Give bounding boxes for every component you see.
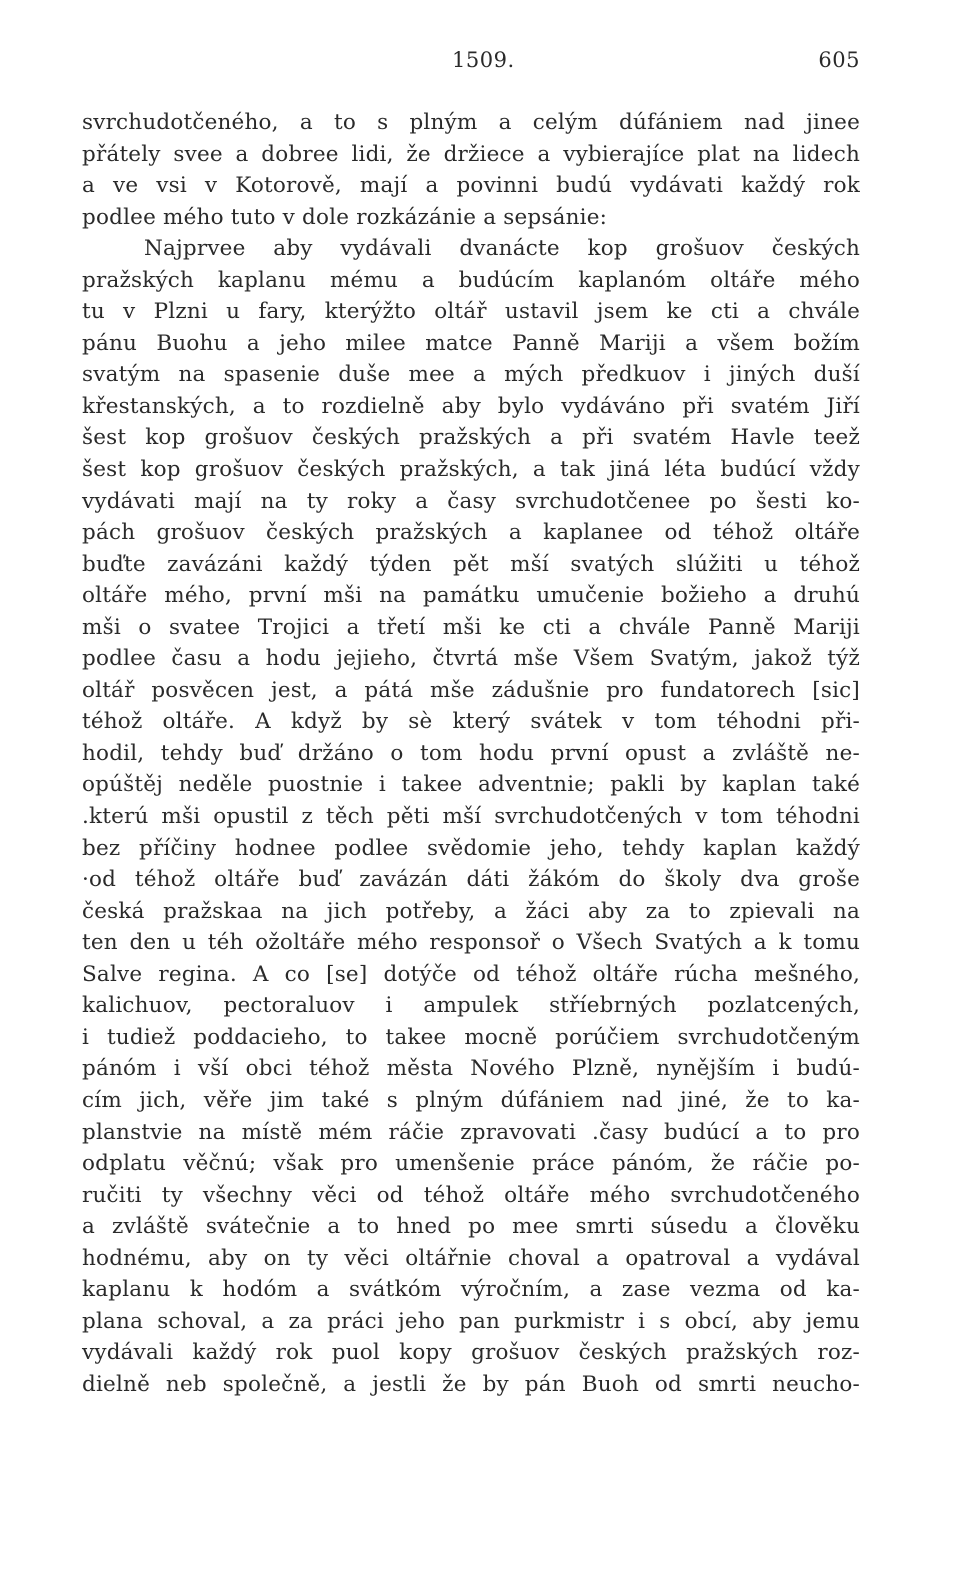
text-line: pražských kaplanu mému a budúcím kaplanóm oltáře mého bbox=[82, 267, 860, 293]
text-line: opúštěj neděle puostnie i takee adventnie; pakli by kaplan také bbox=[82, 772, 860, 798]
text-line: plana schoval, a za práci jeho pan purkmistr i s obcí, aby jemu bbox=[82, 1308, 860, 1334]
text-line: pách grošuov českých pražských a kaplanee od téhož oltáře bbox=[82, 520, 860, 546]
text-line: ·od téhož oltáře buď zavázán dáti žákóm do školy dva groše bbox=[82, 867, 860, 893]
text-line: svrchudotčeného, a to s plným a celým dúfániem nad jinee bbox=[82, 110, 860, 135]
text-line: oltář posvěcen jest, a pátá mše zádušnie pro fundatorech [sic] bbox=[82, 677, 860, 703]
text-line: mši o svatee Trojici a třetí mši ke cti a chvále Panně Mariji bbox=[82, 614, 860, 640]
text-line: křestanských, a to rozdielně aby bylo vydáváno při svatém Jiří bbox=[82, 393, 860, 419]
text-line: Salve regina. A co [se] dotýče od téhož oltáře rúcha mešného, bbox=[82, 961, 860, 987]
text-line: pánu Buohu a jeho milee matce Panně Mariji a všem božím bbox=[82, 330, 860, 356]
text-line: téhož oltáře. A když by sè který svátek v tom téhodni při- bbox=[82, 709, 860, 735]
text-line: svatým na spasenie duše mee a mých předkuov i jiných duší bbox=[82, 362, 860, 388]
text-line: vydávati mají na ty roky a časy svrchudotčenee po šesti ko- bbox=[82, 488, 860, 514]
text-line: šest kop grošuov českých pražských a při svatém Havle teež bbox=[82, 425, 860, 451]
text-line: přátely svee a dobree lidi, že držiece a vybierajíce plat na lidech bbox=[82, 141, 860, 167]
text-line: bez příčiny hodnee podlee svědomie jeho, tehdy kaplan každý bbox=[82, 835, 860, 861]
text-line: cím jich, věře jim také s plným dúfániem nad jiné, že to ka- bbox=[82, 1087, 860, 1113]
page-header bbox=[0, 48, 960, 78]
text-line: ten den u téh ožoltáře mého responsoř o Všech Svatých a k tomu bbox=[82, 930, 860, 956]
text-line: kaplanu k hodóm a svátkóm výročním, a zase vezma od ka- bbox=[82, 1277, 860, 1303]
text-line: a zvláště svátečnie a to hned po mee smrti súsedu a člověku bbox=[82, 1214, 860, 1240]
text-line: a ve vsi v Kotorově, mají a povinni budú vydávati každý rok bbox=[82, 173, 860, 199]
text-line: i tudiež poddacieho, to takee mocně porúčiem svrchudotčeným bbox=[82, 1024, 860, 1050]
header-year: 1509. bbox=[452, 48, 515, 72]
text-line: buďte zavázáni každý týden pět mší svatých slúžiti u téhož bbox=[82, 551, 860, 577]
text-line: kalichuov, pectoraluov i ampulek stříebrných pozlatcených, bbox=[82, 993, 860, 1019]
text-line: hodil, tehdy buď držáno o tom hodu první opust a zvláště ne- bbox=[82, 740, 860, 766]
text-line: česká pražskaa na jich potřeby, a žáci aby za to zpievali na bbox=[82, 898, 860, 924]
text-line: vydávali každý rok puol kopy grošuov českých pražských roz- bbox=[82, 1340, 860, 1366]
text-line: podlee mého tuto v dole rozkázánie a sepsánie: bbox=[82, 204, 608, 230]
text-line: .kterú mši opustil z těch pěti mší svrchudotčených v tom téhodni bbox=[82, 804, 860, 830]
text-line: Najprvee aby vydávali dvanácte kop grošuov českých bbox=[144, 236, 860, 262]
text-line: podlee času a hodu jejieho, čtvrtá mše Všem Svatým, jakož týž bbox=[82, 646, 860, 672]
text-line: odplatu věčnú; však pro umenšenie práce pánóm, že ráčie po- bbox=[82, 1151, 860, 1177]
text-line: dielně neb společně, a jestli že by pán Buoh od smrti neucho- bbox=[82, 1371, 860, 1397]
text-line: tu v Plzni u fary, kterýžto oltář ustavil jsem ke cti a chvále bbox=[82, 299, 860, 325]
text-line: ručiti ty všechny věci od téhož oltáře mého svrchudotčeného bbox=[82, 1182, 860, 1208]
text-line: planstvie na místě mém ráčie zpravovati .časy budúcí a to pro bbox=[82, 1119, 860, 1145]
body-text bbox=[82, 107, 860, 1400]
text-line: šest kop grošuov českých pražských, a tak jiná léta budúcí vždy bbox=[82, 457, 860, 483]
text-line: oltáře mého, první mši na památku umučenie božieho a druhú bbox=[82, 583, 860, 609]
text-line: pánóm i vší obci téhož města Nového Plzně, nynějším i budú- bbox=[82, 1056, 860, 1082]
text-line: hodnému, aby on ty věci oltářnie choval a opatroval a vydával bbox=[82, 1245, 860, 1271]
page-number: 605 bbox=[818, 48, 860, 72]
